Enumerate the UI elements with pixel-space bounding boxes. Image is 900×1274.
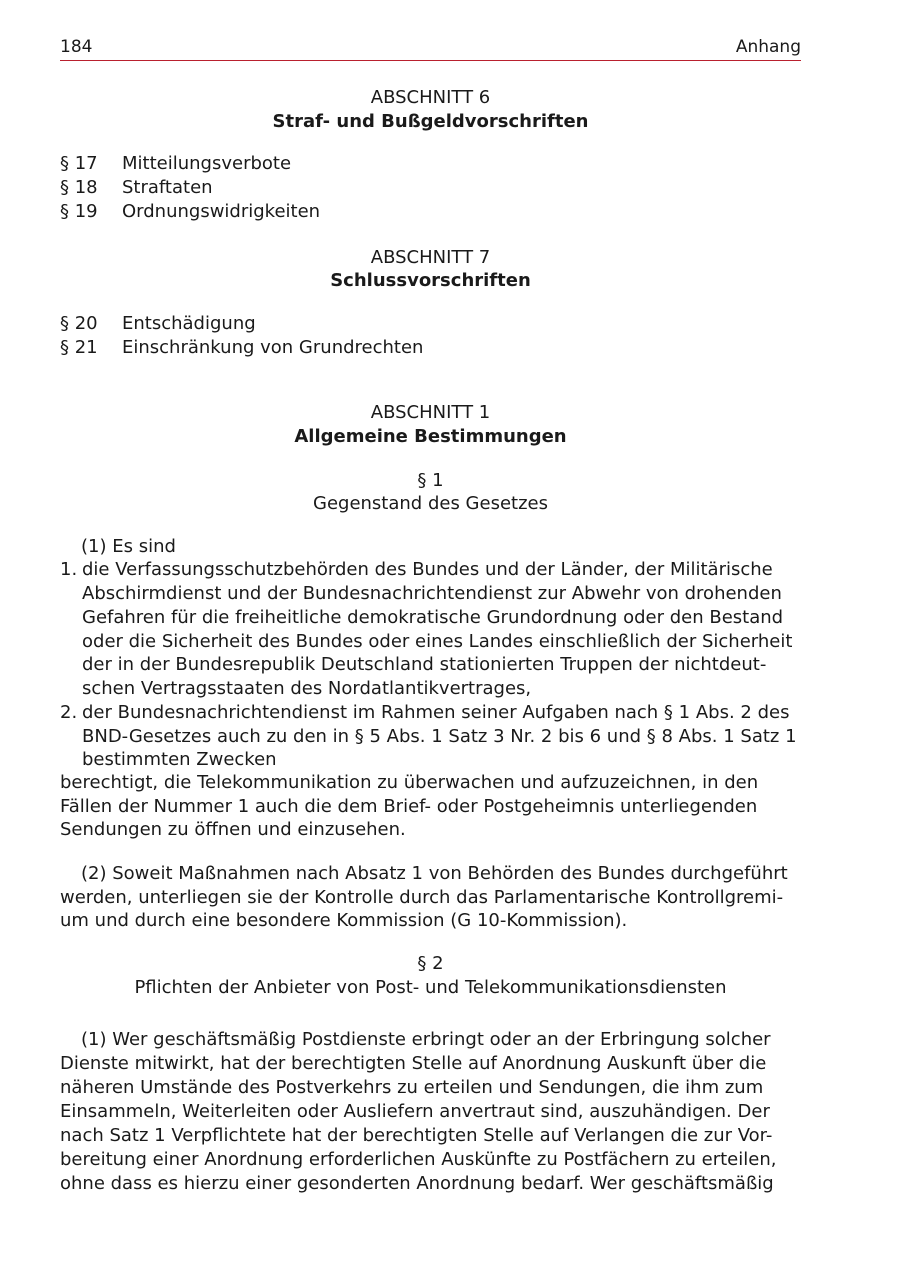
list-item-line: der in der Bundesrepublik Deutschland stationierten Truppen der nichtdeut- (82, 654, 767, 675)
toc-entry (60, 336, 423, 360)
text-line: (2) Soweit Maßnahmen nach Absatz 1 von Behörden des Bundes durchgeführt (81, 863, 788, 884)
section-label: Anhang (735, 37, 801, 57)
toc-text: Einschränkung von Grundrechten (122, 337, 424, 358)
toc-entry (60, 200, 320, 224)
list-item-line: die Verfassungsschutzbehörden des Bundes und der Länder, der Militärische (82, 559, 773, 580)
toc-number: § 19 (60, 201, 98, 222)
running-head (60, 37, 801, 59)
toc-text: Entschädigung (122, 313, 256, 334)
text-line: ohne dass es hierzu einer gesonderten Anordnung bedarf. Wer geschäftsmäßig (60, 1173, 774, 1194)
toc-number: § 17 (60, 153, 98, 174)
text-line: näheren Umstände des Postverkehrs zu erteilen und Sendungen, die ihm zum (60, 1077, 764, 1098)
abschnitt-7-heading: ABSCHNITT 7 (370, 247, 491, 268)
abschnitt-1-title: Allgemeine Bestimmungen (294, 426, 567, 447)
list-item-line: BND-Gesetzes auch zu den in § 5 Abs. 1 Satz 3 Nr. 2 bis 6 und § 8 Abs. 1 Satz 1 (82, 726, 797, 747)
page-number: 184 (60, 37, 93, 57)
abschnitt-6-title: Straf- und Bußgeldvorschriften (272, 111, 589, 132)
text-line: (1) Wer geschäftsmäßig Postdienste erbringt oder an der Erbringung solcher (81, 1029, 771, 1050)
text-line: Sendungen zu öffnen und einzusehen. (60, 819, 406, 840)
list-item-line: schen Vertragsstaaten des Nordatlantikvertrages, (82, 678, 532, 699)
toc-entry (60, 152, 291, 176)
list-item-line: Gefahren für die freiheitliche demokratische Grundordnung oder den Bestand (82, 607, 784, 628)
toc-text: Ordnungswidrigkeiten (122, 201, 321, 222)
list-item-line: der Bundesnachrichtendienst im Rahmen seiner Aufgaben nach § 1 Abs. 2 des (82, 702, 790, 723)
list-item-line: oder die Sicherheit des Bundes oder eines Landes einschließlich der Sicherheit (82, 631, 793, 652)
list-item-line: Abschirmdienst und der Bundesnachrichtendienst zur Abwehr von drohenden (82, 583, 782, 604)
text-line: Dienste mitwirkt, hat der berechtigten Stelle auf Anordnung Auskunft über die (60, 1053, 767, 1074)
text-line: Einsammeln, Weiterleiten oder Ausliefern anvertraut sind, auszuhändigen. Der (60, 1101, 770, 1122)
header-rule (60, 60, 801, 61)
paragraph-1-symbol: § 1 (417, 470, 444, 491)
list-item-line: bestimmten Zwecken (82, 749, 277, 770)
text-line: bereitung einer Anordnung erforderlichen Auskünfte zu Postfächern zu erteilen, (60, 1149, 777, 1170)
paragraph-2-title: Pflichten der Anbieter von Post- und Telekommunikationsdiensten (134, 977, 727, 998)
toc-number: § 20 (60, 313, 98, 334)
abschnitt-1-heading: ABSCHNITT 1 (370, 402, 491, 423)
absatz-1-intro: (1) Es sind (81, 536, 176, 557)
text-line: werden, unterliegen sie der Kontrolle durch das Parlamentarische Kontrollgremi- (60, 887, 784, 908)
toc-text: Mitteilungsverbote (122, 153, 292, 174)
abschnitt-6-heading: ABSCHNITT 6 (370, 87, 491, 108)
paragraph-2-symbol: § 2 (417, 953, 444, 974)
list-item-number: 1. (60, 559, 78, 580)
text-line: Fällen der Nummer 1 auch die dem Brief- oder Postgeheimnis unterliegenden (60, 796, 758, 817)
paragraph-1-title: Gegenstand des Gesetzes (313, 493, 548, 514)
toc-number: § 18 (60, 177, 98, 198)
abschnitt-7-title: Schlussvorschriften (330, 270, 531, 291)
text-line: berechtigt, die Telekommunikation zu überwachen und aufzuzeichnen, in den (60, 772, 759, 793)
toc-text: Straftaten (122, 177, 213, 198)
list-item-number: 2. (60, 702, 78, 723)
toc-number: § 21 (60, 337, 98, 358)
toc-entry (60, 176, 213, 200)
text-line: nach Satz 1 Verpflichtete hat der berechtigten Stelle auf Verlangen die zur Vor- (60, 1125, 773, 1146)
text-line: um und durch eine besondere Kommission (G 10-Kommission). (60, 910, 628, 931)
toc-entry (60, 312, 256, 336)
